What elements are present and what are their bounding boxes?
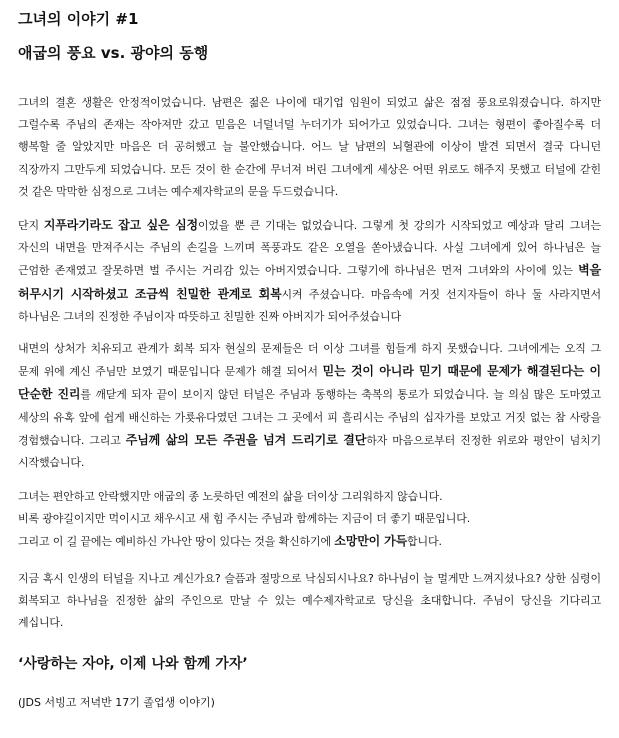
emphasis-text: 소망만이 가득 [334, 534, 408, 549]
paragraph-text: 이었을 뿐 큰 기대는 없었습니다. 그렇게 첫 강의가 시작되었고 예상과 달리 그녀는 자신의 내면을 만져주시는 주님의 손길을 느끼며 폭풍과도 같은 오열을 쏟아냈습니다. 사실 그녀에게 있어 하나님은 늘 근엄한 존재였고 잘못하면 벌 주시는 거리감 있는 아버지였습니다. 그렇기에 하나님은 먼저 그녀와의 사이에 있는 [18, 219, 601, 278]
emphasis-text: 지푸라기라도 잡고 싶은 심정 [43, 218, 198, 232]
emphasis-text: 벽을 허무시기 시작하셨고 조금씩 친밀한 관계로 회복 [18, 263, 601, 301]
paragraph-first-lecture [18, 214, 601, 328]
paragraph-invitation [18, 568, 601, 635]
paragraph-text: 를 깨닫게 되자 끝이 보이지 않던 터널은 주님과 동행하는 축복의 통로가 되었습니다. 늘 의심 많은 도마였고 세상의 유혹 앞에 쉽게 배신하는 가룟유다였던 그녀는 그 곳에서 피 흘리시는 주님의 십자가를 보았고 거짓 없는 참 사랑을 경험했습니다. 그리고 [18, 388, 601, 447]
paragraph-text: 그녀의 결혼 생활은 안정적이었습니다. 남편은 젊은 나이에 대기업 임원이 되었고 삶은 점점 풍요로워졌습니다. 하지만 그럴수록 주님의 존재는 작아져만 갔고 믿음은 너덜너덜 누더기가 되어가고 있었습니다. 그녀는 형편이 좋아질수록 더 행복할 줄 알았지만 마음은 더 공허했고 늘 불안했습니다. 어느 날 남편의 뇌혈관에 이상이 발견 되면서 결국 다니던 직장까지 그만두게 되었습니다. 모든 것이 한 순간에 무너져 버린 그녀에게 세상은 어떤 위로도 해주지 못했고 터널에 갇힌 것 같은 막막한 심정으로 그녀는 예수제자학교의 문을 두드렸습니다. [18, 96, 601, 198]
paragraph-text: 그녀는 편안하고 안락했지만 애굽의 종 노릇하던 예전의 삶을 더이상 그리워하지 않습니다. 비록 광야길이지만 먹이시고 채우시고 새 힘 주시는 주님과 함께하는 지금이 더 좋기 때문입니다. 그리고 이 길 끝에는 예비하신 가나안 땅이 있다는 것을 확신하기에 [18, 490, 471, 549]
paragraph-marriage [18, 92, 601, 203]
author-credit: (JDS 서빙고 저녁반 17기 졸업생 이야기) [18, 696, 215, 709]
article-title: 그녀의 이야기 #1 [18, 10, 139, 28]
paragraph-text: 지금 혹시 인생의 터널을 지나고 계신가요? 슬픔과 절망으로 낙심되시나요? 하나님이 늘 멀게만 느껴지셨나요? 상한 심령이 회복되고 하나님을 진정한 삶의 주인으로 만날 수 있는 예수제자학교로 당신을 초대합니다. 주님이 당신을 기다리고 계십니다. [18, 572, 601, 630]
paragraph-healing [18, 338, 601, 474]
paragraph-text: 단지 [18, 219, 44, 232]
paragraph-text: 하자 마음으로부터 진정한 위로와 평안이 넘치기 시작했습니다. [18, 433, 602, 470]
paragraph-wilderness [18, 486, 601, 554]
closing-quote: ‘사랑하는 자야, 이제 나와 함께 가자’ [18, 656, 248, 672]
paragraph-text: 내면의 상처가 치유되고 관계가 회복 되자 현실의 문제들은 더 이상 그녀를 힘들게 하지 못했습니다. 그녀에게는 오직 그 문제 위에 계신 주님만 보였기 때문입니다 문제가 해결 되어서 [18, 342, 601, 379]
paragraph-text: 시켜 주셨습니다. 마음속에 거짓 선지자들이 하나 둘 사라지면서 하나님은 그녀의 진정한 주님이자 따뜻하고 친밀한 진짜 아버지가 되어주셨습니다 [18, 287, 601, 323]
emphasis-text: 주님께 삶의 모든 주권을 넘겨 드리기로 결단 [125, 432, 367, 447]
article-subtitle: 애굽의 풍요 vs. 광야의 동행 [18, 44, 209, 62]
paragraph-text: 합니다. [407, 535, 442, 549]
emphasis-text: 믿는 것이 아니라 믿기 때문에 문제가 해결된다는 이 단순한 진리 [18, 364, 601, 402]
